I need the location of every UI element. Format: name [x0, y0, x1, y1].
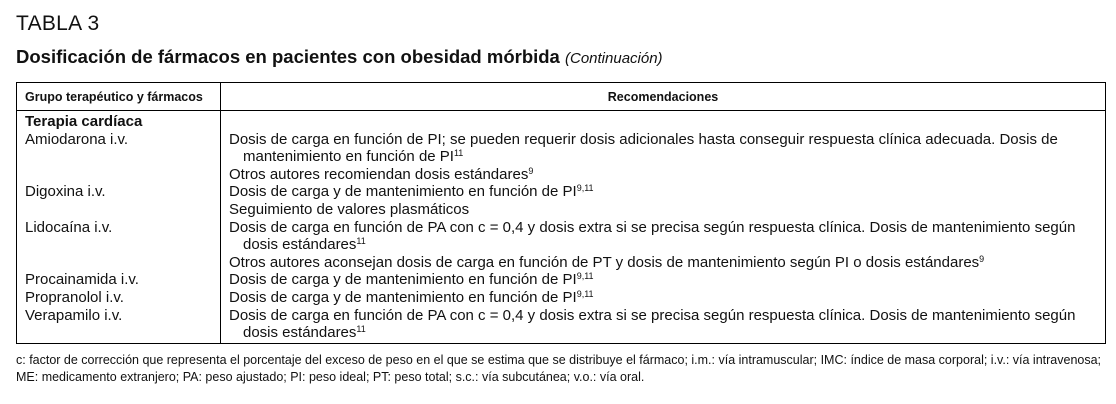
rec-amiodarona-1 [229, 131, 1099, 166]
drug-digoxina: Digoxina i.v. [25, 183, 106, 201]
header-drug-group: Grupo terapéutico y fármacos [25, 90, 203, 104]
rec-ref: 9 [528, 165, 534, 176]
rec-procainamida [229, 271, 1099, 289]
rec-ref: 9,11 [576, 288, 594, 299]
spacer [229, 113, 1099, 131]
rec-propranolol [229, 289, 1099, 307]
rec-text: Seguimiento de valores plasmáticos [229, 200, 470, 218]
rec-ref: 9,11 [576, 183, 594, 194]
rec-verapamilo [229, 307, 1099, 342]
drug-amiodarona: Amiodarona i.v. [25, 130, 129, 148]
rec-text: Dosis de carga y de mantenimiento en función de PI [229, 183, 577, 201]
drug-verapamilo: Verapamilo i.v. [25, 306, 123, 324]
rec-ref: 11 [356, 324, 366, 335]
rec-text: Otros autores recomiendan dosis estándares [229, 165, 529, 183]
rec-amiodarona-2 [229, 166, 1099, 184]
recommendations-column [229, 113, 1099, 342]
dosing-table [16, 82, 1106, 344]
rec-ref: 11 [453, 148, 464, 159]
rec-digoxina-1 [229, 183, 1099, 201]
drug-propranolol: Propranolol i.v. [25, 288, 124, 306]
table-title [16, 46, 663, 68]
header-recommendations: Recomendaciones [607, 90, 719, 104]
rec-text: Dosis de carga en función de PA con c = 0,4 y dosis extra si se precisa según respuesta clínica. Dosis de mantenimiento según dosis estándares [229, 218, 1076, 254]
rec-digoxina-2 [229, 201, 1099, 219]
title-text: Dosificación de fármacos en pacientes con obesidad mórbida [16, 46, 560, 67]
column-divider [220, 83, 221, 343]
rec-text: Dosis de carga y de mantenimiento en función de PI [229, 271, 577, 289]
title-suffix: (Continuación) [565, 50, 663, 67]
rec-lidocaina-1 [229, 219, 1099, 254]
drug-column [25, 113, 215, 324]
rec-ref: 9 [979, 253, 985, 264]
rec-ref: 9,11 [576, 271, 594, 282]
drug-lidocaina: Lidocaína i.v. [25, 218, 113, 236]
rec-text: Dosis de carga en función de PI; se pueden requerir dosis adicionales hasta conseguir respuesta clínica adecuada. Dosis de mantenimiento en función de PI [229, 130, 1058, 166]
table-header [17, 83, 1105, 111]
rec-text: Dosis de carga y de mantenimiento en función de PI [229, 288, 577, 306]
rec-lidocaina-2 [229, 254, 1099, 272]
rec-ref: 11 [356, 236, 366, 247]
table-label: TABLA 3 [16, 12, 100, 35]
drug-procainamida: Procainamida i.v. [25, 271, 139, 289]
group-title: Terapia cardíaca [25, 113, 143, 130]
rec-text: Dosis de carga en función de PA con c = 0,4 y dosis extra si se precisa según respuesta clínica. Dosis de mantenimiento según dosis estándares [229, 306, 1076, 342]
table-footnote: c: factor de corrección que representa el porcentaje del exceso de peso en el que se estima que se distribuye el fármaco; i.m.: vía intramuscular; IMC: índice de masa corporal; i.v.: vía intravenosa; ME: medicamento extranjero; PA: peso ajustado; PI: peso ideal; PT: peso total; s.c.: vía subcutánea; v.o.: vía oral. [16, 353, 1102, 384]
rec-text: Otros autores aconsejan dosis de carga en función de PT y dosis de mantenimiento según PI o dosis estándares [229, 253, 980, 271]
